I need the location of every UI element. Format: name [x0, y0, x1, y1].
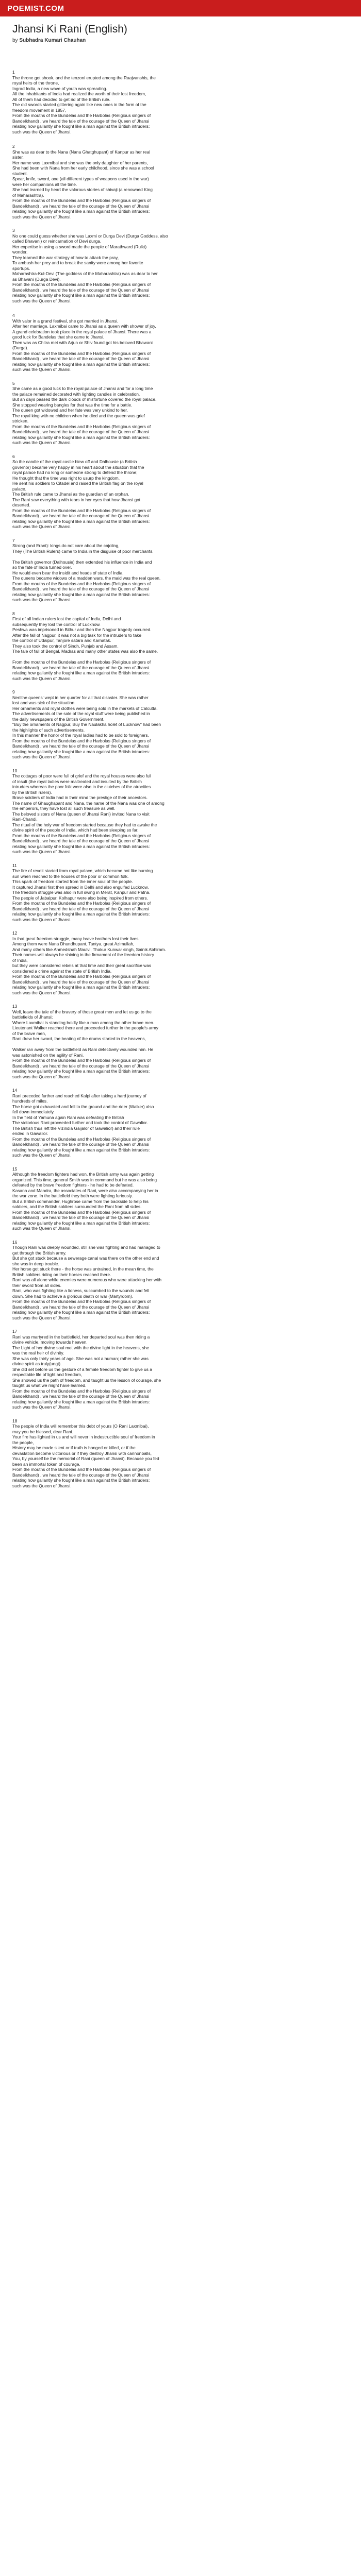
poem-line: Bandelkhand) , we heard the tale of the courage of the Queen of Jhansi	[12, 906, 150, 911]
stanza	[12, 689, 301, 760]
poem-line: been an immortal token of courage.	[12, 1461, 80, 1467]
poem-line: The horse got exhausted and fell to the ground and the rider (Walker) also	[12, 1104, 154, 1109]
poem-line: The British thus left the Vizindia Gaijalor of Gawalior) and their rule	[12, 1125, 140, 1131]
poem-line: fell down immediately.	[12, 1109, 55, 1114]
poem-line: relating how gallantly she fought like a man against the British intruders:	[12, 670, 150, 675]
poem-line: student.	[12, 171, 28, 176]
poem-line: All of them had decided to get rid of the British rule.	[12, 96, 110, 102]
poem-line: They learned the war strategy of how to attack the pray,	[12, 255, 119, 260]
poem-line: A grand celebration took place in the royal palace of Jhansi. There was a	[12, 329, 152, 334]
poem-line: The old swords started glittering again like new ones in the form of the	[12, 102, 146, 107]
poem-line: The people of India will remember this debt of yours (O Rani Laxmibai),	[12, 1423, 149, 1429]
poem-line: Among them were Nana Dhundhupant, Tantya, great Azimullah,	[12, 941, 135, 946]
stanza-number: 17	[12, 1329, 18, 1334]
poem-line: wonder.	[12, 249, 28, 255]
poem-line: Spear, knife, sword, axe (all different types of weapons used in the war)	[12, 176, 149, 181]
poem-line: Bandelkhand) , we heard the tale of the courage of the Queen of Jhansi	[12, 1472, 150, 1478]
poem-line: She was only thirty years of age. She was not a human; rather she was	[12, 1355, 149, 1361]
poem-line: such was the Queen of Jhansi.	[12, 675, 72, 681]
stanza-number: 18	[12, 1418, 18, 1423]
poem-line: the palace remained decorated with lighting candles in celebration.	[12, 391, 140, 397]
poem-line: deserted.	[12, 502, 30, 507]
poem-line: relating how gallantly she fought like a man against the British intruders:	[12, 518, 150, 524]
stanza	[12, 863, 301, 923]
poem-line: "Buy the ornaments of Nagpur, Buy the Naulakha holet of Lucknow" had been	[12, 722, 161, 727]
poem-line: was the real heir of divinity.	[12, 1350, 64, 1355]
poem-line: relating how gallantly she fought like a man against the British intruders:	[12, 1399, 150, 1404]
poem-line: divine vehicle, moving towards heaven.	[12, 1340, 88, 1345]
poem-line: The British governor (Dalhousie) then extended his influence in India and	[12, 559, 152, 565]
poem-line: From the mouths of the Bundelas and the Harbolas (Religious singers of	[12, 282, 151, 287]
poem-line: intruders whereas the poor folk were also in the clutches of the atrocities	[12, 784, 151, 789]
poem-line: The throne got shook, and the tenzoni erupted among the Raajvanshis, the	[12, 75, 156, 80]
poem-line: The Rani saw everything with tears in her eyes that how Jhansi got	[12, 497, 141, 502]
stanza	[12, 768, 301, 855]
poem-line: The cottages of poor were full of grief and the royal houses were also full	[12, 773, 152, 778]
poem-line: Her horse got stuck there - the horse was untrained, in the mean time, the	[12, 1266, 154, 1272]
poem-line: But she got stuck because a sewerage canal was there on the other end and	[12, 1256, 159, 1261]
poem-line: the control of Udaipur, Tanjore satara and Karnatak.	[12, 638, 111, 643]
poem-byline	[12, 37, 301, 44]
poem-line: relating how gallantly she fought like a man against the British intruders:	[12, 209, 150, 214]
byline-prefix: by	[12, 38, 18, 43]
poem-line: sister,	[12, 155, 24, 160]
stanza-number: 12	[12, 930, 18, 936]
poem-line: such was the Queen of Jhansi.	[12, 1483, 72, 1488]
poem-line: may you be blessed, dear Rani.	[12, 1429, 73, 1434]
poem-line: of the brave men,	[12, 1030, 46, 1036]
poem-line: such was the Queen of Jhansi.	[12, 917, 72, 922]
poem-line: their sword from all sides.	[12, 1282, 61, 1288]
poem-line: After her marriage, Laxmibai came to Jhansi as a queen with shower of joy,	[12, 324, 156, 329]
stanza	[12, 1088, 301, 1158]
poem-line: divine spirit of the people of India, which had been sleeping so far.	[12, 827, 139, 833]
poem-line: From the mouths of the Bundelas and the Harbolas (Religious singers of	[12, 974, 151, 979]
poem-line: down. She had to achieve a glorious death or war (Martyrdom).	[12, 1293, 134, 1299]
poem-line: ended in Gawalior.	[12, 1131, 48, 1136]
poem-line: History may be made silent or if truth is hanged or killed, or if the	[12, 1445, 136, 1450]
poem-line: the emperors, they have lost all such treasure as well.	[12, 806, 116, 811]
poem-line: Walker ran away from the battlefield as Rani defectively wounded him. He	[12, 1047, 154, 1052]
poem-line: The freedom struggle was also in full swing in Merat, Kanpur and Patna.	[12, 890, 151, 895]
poem-line: Bandelkhand) , we heard the tale of the courage of the Queen of Jhansi	[12, 513, 150, 518]
stanza	[12, 930, 301, 995]
poem-line: Their names will always be shining in the firmament of the freedom history	[12, 952, 154, 957]
poem-line: the highlights of such advertisements.	[12, 727, 85, 733]
poem-line: relating how gallantly she fought like a man against the British intruders:	[12, 843, 150, 849]
poem-line: In that great freedom struggle, many brave brothers lost their lives.	[12, 936, 140, 941]
poem-line: relating how gallantly she fought like a man against the British intruders:	[12, 591, 150, 597]
poem-line: relating how gallantly she fought like a man against the British intruders:	[12, 1069, 150, 1074]
poem-line: relating how gallantly she fought like a man against the British intruders:	[12, 361, 150, 367]
poem-line: Rani preceded further and reached Kalpi after taking a hard journey of	[12, 1093, 146, 1098]
poem-line: (Durga).	[12, 345, 28, 350]
poem-line: of insult (the royal ladies were maltreated and insulted by the British	[12, 778, 142, 784]
stanza	[12, 1329, 301, 1410]
poem-line: In the field of Yamuna again Rani was defeating the British	[12, 1114, 124, 1120]
poem-line: Bandelkhand) , we heard the tale of the courage of the Queen of Jhansi	[12, 356, 150, 361]
stanza	[12, 1004, 301, 1079]
poem-line: The royal king with no children when he died and the queen was grief	[12, 413, 145, 418]
poem-line: She stopped wearing bangles for that was the time for a battle.	[12, 402, 133, 408]
stanza-number: 14	[12, 1088, 18, 1093]
poem-line: Bandelkhand) , we heard the tale of the courage of the Queen of Jhansi	[12, 287, 150, 293]
poem-line: You, by yourself be the memorial of Rani (queen of Jhansi). Because you fed	[12, 1456, 159, 1461]
poem-line: She showed us the path of freedom, and taught us the lesson of courage, she	[12, 1377, 161, 1383]
poem-line: Bandelkhand) , we heard the tale of the courage of the Queen of Jhansi	[12, 838, 150, 843]
poem-body	[12, 70, 301, 1488]
poem-line: From the mouths of the Bundelas and the Harbolas (Religious singers of	[12, 1467, 151, 1472]
poem-line: From the mouths of the Bundelas and the Harbolas (Religious singers of	[12, 507, 151, 513]
poem-line: From the mouths of the Bundelas and the Harbolas (Religious singers of	[12, 423, 151, 429]
poem-line: such was the Queen of Jhansi.	[12, 754, 72, 759]
poem-line: Well, leave the tale of the bravery of those great men and let us go to the	[12, 1009, 152, 1014]
poem-line: sun when reached to the houses of the poor or common folk.	[12, 873, 129, 879]
poem-line: freedom movement in 1857,	[12, 107, 67, 113]
poem-line: She had been with Nana from her early childhood, since she was a school	[12, 165, 154, 171]
poem-line: the people,	[12, 1439, 34, 1445]
stanza-number: 6	[12, 453, 15, 459]
poem-line: relating how gallantly she fought like a man against the British intruders:	[12, 1478, 150, 1483]
poem-line: Her ornaments and royal clothes were being sold in the markets of Calcutta.	[12, 705, 158, 711]
stanza	[12, 144, 301, 219]
stanza-number: 7	[12, 537, 15, 543]
poem-line: Bandelkhand) , we heard the tale of the courage of the Queen of Jhansi	[12, 1394, 150, 1399]
poem-line: was astonished on the agility of Rani.	[12, 1052, 84, 1058]
poem-line: They also took the control of Sindh, Punjab and Assam.	[12, 643, 119, 649]
poem-line: of India,	[12, 957, 28, 963]
poem-line: Bandelkhand) , we heard the tale of the courage of the Queen of Jhansi	[12, 1304, 150, 1310]
site-logo[interactable]: POEMIST.COM	[7, 4, 64, 13]
stanza	[12, 1240, 301, 1321]
poem-line: such was the Queen of Jhansi.	[12, 1226, 72, 1231]
poem-line: relating how gallantly she fought like a man against the British intruders:	[12, 293, 150, 298]
poem-line: Kasana and Mandra, the associates of Rani, were also accompanying her in	[12, 1188, 158, 1193]
poem-line: considered a crime against the state of British India.	[12, 968, 112, 974]
stanza	[12, 1166, 301, 1231]
author-link[interactable]: Subhadra Kumari Chauhan	[19, 38, 86, 43]
poem-line: It captured Jhansi first then spread in Delhi and also engulfed Lucknow.	[12, 884, 149, 890]
poem-line: the war zone. In the battlefield they both were fighting furiously.	[12, 1193, 133, 1198]
poem-line: First of all Indian rulers lost the capital of India, Delhi and	[12, 616, 121, 621]
poem-line: In this manner the honor of the royal ladies had to be sold to foreigners.	[12, 733, 149, 738]
poem-line: such was the Queen of Jhansi.	[12, 524, 72, 529]
poem-line: Rani was all alone while enemies were numerous who were attacking her with	[12, 1277, 162, 1282]
poem-line: So the candle of the royal castle blew off and Dalhousie (a British	[12, 459, 137, 464]
poem-line: But a British commander, Hughrose came from the backside to help his	[12, 1198, 149, 1204]
stanza-number: 9	[12, 689, 15, 694]
poem-line: From the mouths of the Bundelas and the Harbolas (Religious singers of	[12, 198, 151, 203]
poem-line: After the fall of Nagpur, it was not a big task for the intruders to take	[12, 632, 141, 638]
poem-line: Although the freedom fighters had won, the British army was again getting	[12, 1172, 154, 1177]
poem-line: To ambush her prey and to break the sanity were among her favorite	[12, 260, 143, 265]
poem-line: such was the Queen of Jhansi.	[12, 129, 72, 134]
stanza-number: 15	[12, 1166, 18, 1172]
stanza	[12, 70, 301, 134]
stanza-number: 16	[12, 1239, 18, 1245]
poem-line: as Bhavani (Durga Devi).	[12, 276, 61, 282]
poem-line: British soldiers riding on their horses reached there.	[12, 1272, 111, 1277]
poem-line: From the mouths of the Bundelas and the Harbolas (Religious singers of	[12, 113, 151, 118]
poem-line: but they were considered rebels at that time and their great sacrifice was	[12, 963, 152, 968]
poem-line: subsequently they lost the control of Lucknow.	[12, 621, 101, 627]
poem-line: Maharashtra-Kul-Devi (The goddess of the Maharashtra) was as dear to her	[12, 271, 158, 276]
poem-line: such was the Queen of Jhansi.	[12, 440, 72, 445]
poem-line: relating how gallantly she fought like a man against the British intruders:	[12, 434, 150, 440]
poem-line: such was the Queen of Jhansi.	[12, 1074, 72, 1079]
stanza	[12, 381, 301, 446]
poem-line: organized. This time, general Smith was in command but he was also being	[12, 1177, 157, 1182]
poem-line: From the mouths of the Bundelas and the Harbolas (Religious singers of	[12, 1388, 151, 1394]
stanza-number: 10	[12, 768, 18, 773]
poem-line: Bandelkhand) , we heard the tale of the courage of the Queen of Jhansi	[12, 1215, 150, 1220]
poem-line: Though Rani was deeply wounded, still she was fighting and had managed to	[12, 1245, 160, 1250]
poem-line: And many others like Ahmedshah Maulvi, Thakur Kunwar singh, Sainik Abhiram.	[12, 946, 166, 952]
poem-line: battlefields of Jhansi;	[12, 1014, 53, 1020]
poem-line: get through the British army.	[12, 1250, 67, 1256]
poem-line: so the fate of India turned over.	[12, 565, 72, 570]
poem-line: The name of Ghaughapant and Nana, the name of the Nana was one of among	[12, 800, 165, 806]
poem-line: such was the Queen of Jhansi.	[12, 1404, 72, 1410]
poem-line: Peshwa was imprisoned in Bithur and then the Nagpur tragedy occurred.	[12, 627, 152, 632]
poem-line	[12, 554, 301, 560]
poem-line: This spark of freedom started from the inner soul of the people.	[12, 879, 133, 884]
poem-line: He would even bear the insidit and heads of state of India.	[12, 570, 124, 575]
stanza	[12, 538, 301, 603]
poem-line: such was the Queen of Jhansi.	[12, 990, 72, 995]
poem-line: stricken.	[12, 418, 29, 423]
poem-line: The queen got widowed and her fate was very unkind to her.	[12, 408, 128, 413]
stanza	[12, 228, 301, 303]
poem-line: such was the Queen of Jhansi.	[12, 597, 72, 602]
poem-line: The tale of fall of Bengal, Madras and many other states was also the same.	[12, 649, 158, 654]
poem-line: The advertisements of the sale of the royal stuff were being published in	[12, 711, 150, 716]
poem-line: soldiers, and the British soldiers surrounded the Rani from all sides.	[12, 1204, 142, 1209]
poem-line: relating how gallantly she fought like a man against the British intruders:	[12, 1147, 150, 1153]
poem-line: He sent his soldiers to Citadel and raised the British flag on the royal	[12, 481, 143, 486]
stanza-number: 4	[12, 313, 15, 318]
poem-line: such was the Queen of Jhansi.	[12, 214, 72, 219]
poem-line: She did set before us the gesture of a female freedom fighter to give us a	[12, 1366, 152, 1372]
poem-line: Bandelkhand) , we heard the tale of the courage of the Queen of Jhansi	[12, 743, 150, 749]
stanza	[12, 1418, 301, 1489]
poem-line: respectable life of light and freedom,	[12, 1372, 83, 1377]
poem-line: The fire of revolt started from royal palace, which became hot like burning	[12, 868, 153, 873]
poem-line: The people of Jabalpur, Kolhapur were also being inspired from others.	[12, 895, 149, 901]
poem-line: No one could guess whether she was Laxmi or Durga Devi (Durga Goddess, also	[12, 233, 168, 239]
poem-line: of Maharashtra).	[12, 192, 44, 198]
poem-line: Bandelkhand) , we heard the tale of the courage of the Queen of Jhansi	[12, 1063, 150, 1069]
poem-line: Rani was martyred in the battlefield, her departed soul was then riding a	[12, 1334, 150, 1340]
poem-line: relating how gallantly she fought like a man against the British intruders:	[12, 749, 150, 754]
poem-line: Ingrad India, a new wave of youth was spreading.	[12, 86, 107, 91]
poem-line: such was the Queen of Jhansi.	[12, 1153, 72, 1158]
poem-line: palace.	[12, 486, 27, 492]
poem-line: Rani drew her sword, the beating of the drums started in the heavens,	[12, 1036, 146, 1041]
poem-line: He thought that the time was right to usurp the kingdom.	[12, 475, 120, 481]
poem-line: She had learned by heart the valorous stories of shivaji (a renowned King	[12, 187, 153, 192]
poem-line: defeated by the brave freedom fighters - he had to be defeated.	[12, 1182, 134, 1188]
poem-line: Lieutenant Walker reached there and proceeded further in the people's army	[12, 1025, 158, 1030]
poem-line: governor) became very happy in his heart about the situation that the	[12, 464, 144, 470]
poem-line: From the mouths of the Bundelas and the Harbolas (Religious singers of	[12, 659, 151, 665]
poem-line: Bandelkhand) , we heard the tale of the courage of the Queen of Jhansi	[12, 665, 150, 670]
poem-title: Jhansi Ki Rani (English)	[12, 23, 127, 35]
poem-line: royal palace had no king or someone strong to defend the throne;	[12, 470, 138, 475]
poem-line: From the mouths of the Bundelas and the Harbolas (Religious singers of	[12, 581, 151, 586]
poem-line: the daily newspapers of the British Government.	[12, 716, 105, 722]
poem-line: All the inhabitants of India had realized the worth of their lost freedom,	[12, 91, 146, 96]
poem-line: hundreds of miles.	[12, 1098, 48, 1104]
poem-line	[12, 1042, 301, 1047]
poem-content	[12, 23, 301, 1488]
poem-line: The Light of her divine soul met with the divine light in the heavens, she	[12, 1345, 149, 1350]
poem-line: relating how gallantly she fought like a man against the British intruders:	[12, 985, 150, 990]
poem-line: Her name was Laxmibai and she was the only daughter of her parents,	[12, 160, 148, 165]
poem-line: royal heirs of the throne,	[12, 80, 59, 86]
poem-line: lost and was sick of the situation.	[12, 700, 76, 705]
stanza-number: 11	[12, 862, 17, 868]
poem-line: Where Laxmibai is standing boldly like a man among the other brave men.	[12, 1020, 155, 1025]
poem-line: such was the Queen of Jhansi.	[12, 367, 72, 372]
poem-line: were her companions all the time.	[12, 181, 77, 187]
poem-line: Her expertise in using a sword made the people of Marathward (Rulkt)	[12, 244, 147, 249]
poem-line: She was as dear to the Nana (Nana Ghatghupant) of Kanpur as her real	[12, 149, 151, 155]
poem-line: The victorious Rani proceeded further and took the control of Gawalior.	[12, 1120, 148, 1125]
stanza-number: 13	[12, 1004, 18, 1009]
stanza-number: 8	[12, 611, 15, 616]
poem-line: The beloved sisters of Nana (queen of Jhansi Rani) invited Nana to visit	[12, 811, 150, 817]
poem-line: From the mouths of the Bundelas and the Harbolas (Religious singers of	[12, 833, 151, 838]
poem-line: divine spirit as truly(ungt).	[12, 1361, 62, 1366]
poem-line: sportups.	[12, 265, 30, 271]
poem-line: From the mouths of the Bundelas and the Harbolas (Religious singers of	[12, 1136, 151, 1142]
poem-line: The British rule came to Jhansi as the guardian of an orphan.	[12, 492, 129, 497]
poem-line: Bandelkhand) , we heard the tale of the courage of the Queen of Jhansi	[12, 979, 150, 985]
poem-line: The ritual of the holy war of freedom started because they had to awake the	[12, 822, 157, 827]
stanza-number: 1	[12, 70, 15, 75]
poem-line: She came as a good luck to the royal palace of Jhansi and for a long time	[12, 386, 153, 391]
poem-line: devastation become victorious or if they destroy Jhansi with cannonballs,	[12, 1450, 152, 1456]
poem-line: such was the Queen of Jhansi.	[12, 298, 72, 303]
poem-line: such was the Queen of Jhansi.	[12, 849, 72, 854]
poem-line	[12, 654, 301, 660]
poem-line: From the mouths of the Bundelas and the Harbolas (Religious singers of	[12, 1058, 151, 1063]
stanza-number: 2	[12, 144, 15, 149]
poem-line: Nerilthe queens' wept in her quarter for all that disaster. She was rather	[12, 694, 149, 700]
poem-line: Bandelkhand) , we heard the tale of the courage of the Queen of Jhansi	[12, 1142, 150, 1147]
poem-line: by the British rulers).	[12, 789, 52, 795]
poem-line: From the mouths of the Bundelas and the Harbolas (Religious singers of	[12, 738, 151, 743]
poem-line: Bandelkhand) , we heard the tale of the courage of the Queen of Jhansi	[12, 429, 150, 434]
poem-line: relating how gallantly she fought like a man against the British intruders:	[12, 911, 150, 917]
stanza	[12, 611, 301, 682]
poem-line: From the mouths of the Bundelas and the Harbolas (Religious singers of	[12, 901, 151, 906]
poem-line: she was in deep trouble.	[12, 1261, 59, 1266]
poem-line: relating how gallantly she fought like a man against the British intruders:	[12, 1310, 150, 1315]
poem-line: The queens became widows of a madden wars. the maid was the real queen.	[12, 575, 161, 581]
poem-line: Strong (and Erant): kings do not care about the cajoling,	[12, 543, 120, 548]
poem-line: With valor in a grand festival, she got married in Jhansi,	[12, 318, 119, 324]
poem-line: Bandelkhand) , we heard the tale of the courage of the Queen of Jhansi	[12, 118, 150, 124]
stanza	[12, 313, 301, 372]
poem-line: called Bhavani) or reincarnation of Devi durga.	[12, 239, 102, 244]
poem-line: From the mouths of the Bundelas and the Harbolas (Religious singers of	[12, 1209, 151, 1215]
poem-line: good luck for Bandelas that she came to Jhansi,	[12, 334, 105, 340]
poem-line: relating how gallantly she fought like a man against the British intruders:	[12, 124, 150, 129]
poem-line: Rani-Chandi.	[12, 817, 38, 822]
poem-line: relating how gallantly she fought like a man against the British intruders:	[12, 1220, 150, 1226]
poem-line: They (The British Rulers) came to India in the disguise of poor merchants.	[12, 548, 154, 554]
stanza-number: 3	[12, 228, 15, 233]
poem-line: Bandelkhand) , we heard the tale of the courage of the Queen of Jhansi	[12, 586, 150, 591]
site-header	[0, 0, 361, 16]
poem-line: Rani, who was fighting like a lioness, succumbed to the wounds and fell	[12, 1288, 150, 1293]
poem-line: Bandelkhand) , we heard the tale of the courage of the Queen of Jhansi	[12, 203, 150, 209]
poem-line: Brave soldiers of India had in their mind the prestige of their ancestors.	[12, 795, 148, 800]
poem-line: taught us what we might have learned.	[12, 1383, 87, 1388]
stanza	[12, 454, 301, 530]
poem-line: But an days passed the dark clouds of misfortune covered the royal palace.	[12, 397, 157, 402]
poem-line: such was the Queen of Jhansi.	[12, 1315, 72, 1320]
poem-line: From the mouths of the Bundelas and the Harbolas (Religious singers of	[12, 1299, 151, 1304]
stanza-number: 5	[12, 380, 15, 386]
poem-line: From the mouths of the Bundelas and the Harbolas (Religious singers of	[12, 350, 151, 356]
poem-line: Then was as Chitra met with Arjun or Shiv found got his beloved Bhawani	[12, 340, 153, 345]
poem-line: Your fire has lighted in us and will never in indestructible soul of freedom in	[12, 1434, 155, 1439]
